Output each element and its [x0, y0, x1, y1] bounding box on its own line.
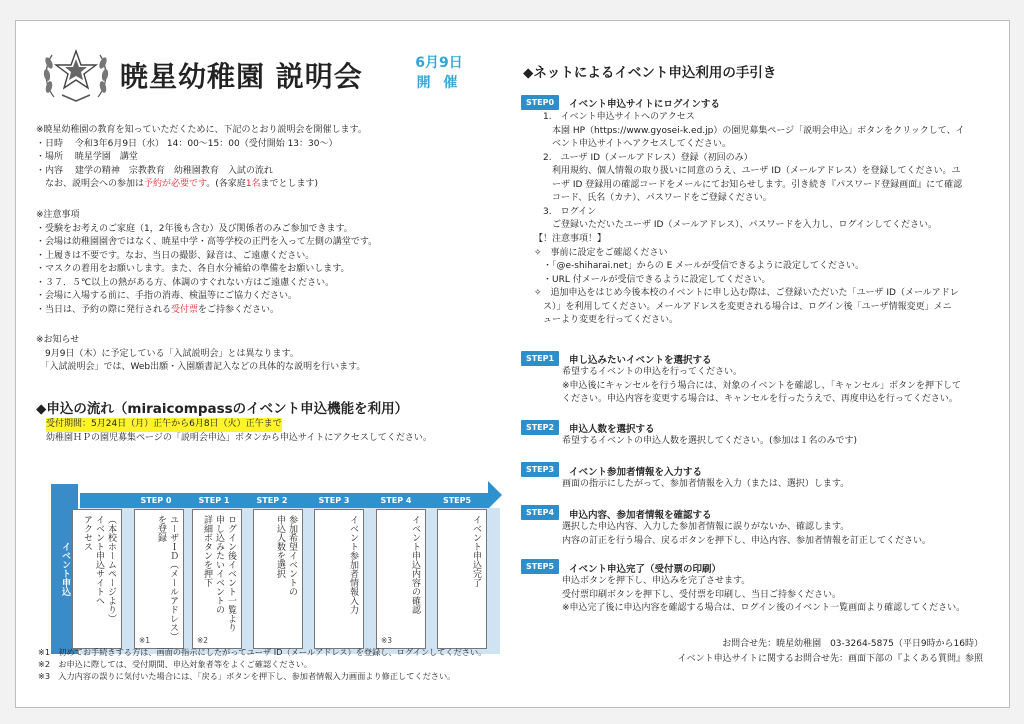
flow-side-label: イベント申込 [51, 484, 78, 654]
flow-heading: ◆申込の流れ（miraicompassのイベント申込機能を利用） [36, 401, 409, 417]
step-badge: STEP0 [521, 95, 559, 110]
step-body: 希望するイベントの申込人数を選択してください。(参加は１名のみです) [562, 436, 858, 446]
school-crest-logo [40, 45, 112, 105]
step-title: 申し込みたいイベントを選択する [569, 355, 712, 366]
flow-arrow-icon [488, 481, 502, 509]
booking-note: なお、説明会への参加は予約が必要です。(各家庭1名までとします) [36, 179, 319, 189]
step-badge: STEP2 [521, 420, 559, 435]
step-title: イベント申込完了（受付票の印刷） [569, 564, 722, 575]
flow-step-label: STEP5 [442, 496, 472, 505]
step-title: イベント参加者情報を入力する [569, 467, 703, 478]
application-period: 受付期間：5月24日（月）正午から6月8日（火）正午まで [46, 418, 282, 432]
flow-step-label: STEP 4 [380, 496, 412, 505]
caution-block: 【！注意事項！】 ✧ 事前に設定をご確認ください ・「@e-shiharai.net」からの E メールが受信できるように設定してください。 ・URL 付メールが受信できるように設定してください。 ✧ 追加申込をはじめ今後本校のイベントに申し込む際は、ご登録いただいた「ユーザ ID（メールアドレ ス）」を利用してください。メールアドレスを変更される場合は、ログイン後「ユーザ情報変更」メニ ューより変更を行ってください。 [534, 234, 959, 325]
guide-heading: ◆ネットによるイベント申込利用の手引き [523, 65, 777, 81]
step-badge: STEP5 [521, 559, 559, 574]
notice-section: ※お知らせ 9月9日（木）に予定している「入試説明会」とは異なります。 「入試説明会」では、Web出願・入園願書記入などの具体的な説明を行います。 [36, 335, 366, 372]
flow-step-card: ログイン後イベント一覧より 申し込みたいイベントの 詳細ボタンを押下 ※2 [192, 509, 242, 649]
step-badge: STEP1 [521, 351, 559, 366]
page [15, 20, 1010, 708]
step-title: イベント申込サイトにログインする [569, 99, 720, 110]
flow-step-label: STEP 0 [140, 496, 172, 505]
step-body: 希望するイベントの申込を行ってください。 ※申込後にキャンセルを行う場合には、対象のイベントを確認し、「キャンセル」ボタンを押下して ください。申込内容を変更する場合は、キャンセルを行ったうえで、再度申込を行ってください。 [562, 367, 962, 404]
step-body: 申込ボタンを押下し、申込みを完了させます。 受付票印刷ボタンを押下し、受付票を印刷し、当日ご持参ください。 ※申込完了後に申込内容を確認する場合は、ログイン後のイベント一覧画面より確認してください。 [562, 576, 966, 613]
flow-footnotes: ※1 初めてお手続きする方は、画面の指示にしたがってユーザ ID（メールアドレス）を登録し、ログインしてください。 ※2 お申込に際しては、受付期間、申込対象者等をよくご確認ください。 ※3 入力内容の誤りに気付いた場合には、「戻る」ボタンを押下し、参加者情報入力画面より修正してください。 [38, 647, 487, 681]
flow-step-card: イベント参加者情報入力 [314, 509, 364, 649]
intro-section: ※暁星幼稚園の教育を知っていただくために、下記のとおり説明会を開催します。 ・日時 令和3年6月9日（水） 14：00～15：00（受付開始 13：30～） ・場所 暁星学園 講堂 ・内容 建学の精神 宗教教育 幼稚園教育 入試の流れ なお、説明会への参加は予約が必要です。(各家庭1名までとします) [36, 124, 367, 192]
flow-step-label: STEP 3 [318, 496, 350, 505]
notes-section: ※注意事項 ・受験をお考えのご家庭（1，2年後も含む）及び関係者のみご参加できます。 ・会場は幼稚園園舎ではなく、暁星中学・高等学校の正門を入って左側の講堂です。 ・上履きは不要です。なお、当日の撮影、録音は、ご遠慮ください。 ・マスクの着用をお願いします。また、各自水分補給の準備をお願いします。 ・３７．５℃以上の熱がある方、体調のすぐれない方はご遠慮ください。 ・会場に入場する前に、手指の消毒、検温等にご協力ください。 ・当日は、予約の際に発行される受付票をご持参ください。 [36, 210, 378, 315]
page-title: 暁星幼稚園 説明会 [120, 60, 363, 93]
step-badge: STEP3 [521, 462, 559, 477]
flow-step-card: イベント申込内容の確認 ※3 [376, 509, 426, 649]
step-body: 選択した申込内容、入力した参加者情報に誤りがないか、確認します。 内容の訂正を行う場合、戻るボタンを押下し、申込内容、参加者情報を訂正してください。 [562, 522, 932, 546]
flow-step-card: ユーザＩＤ（メールアドレス） を登録 ※1 [134, 509, 184, 649]
flow-step-card: イベント申込完了 [437, 509, 487, 649]
step-badge: STEP4 [521, 505, 559, 520]
flow-step-card: 参加希望イベントの 申込人数を選択 [253, 509, 303, 649]
step-title: 申込人数を選択する [569, 424, 655, 435]
contact-site: イベント申込サイトに関するお問合せ先：画面下部の『よくある質問』参照 [677, 654, 983, 664]
contact-school: お問合せ先：暁星幼稚園 03-3264-5875（平日9時から16時） [722, 639, 983, 649]
flow-step-label: STEP 2 [256, 496, 288, 505]
flow-step-card: （本校ホームページより） イベント申込サイトへ アクセス [72, 509, 122, 649]
step-body: 画面の指示にしたがって、参加者情報を入力（または、選択）します。 [562, 479, 850, 489]
step-title: 申込内容、参加者情報を確認する [569, 510, 712, 521]
event-date: 6月9日 開 催 [415, 55, 463, 91]
access-instruction: 幼稚園ＨＰの園児募集ページの「説明会申込」ボタンから申込サイトにアクセスしてください。 [46, 433, 432, 443]
flow-step-label: STEP 1 [198, 496, 230, 505]
step0-body: 1. イベント申込サイトへのアクセス 本園 HP（https://www.gyosei-k.ed.jp）の園児募集ページ「説明会申込」ボタンをクリックして、イ ベント申込サイトへアクセスしてください。 2. ユーザ ID（メールアドレス）登録（初回のみ） 利用規約、個人情報の取り扱いに同意のうえ、ユーザ ID（メールアドレス）を登録してください。ユ ーザ ID 登録用の確認コードをメールにてお知らせします。引き続き『パスワード登録画面』にて確認 コード、氏名（カナ）、パスワードをご登録ください。 3. ログイン ご登録いただいたユーザ ID（メールアドレス）、パスワードを入力し、ログインしてください。 [543, 112, 965, 230]
